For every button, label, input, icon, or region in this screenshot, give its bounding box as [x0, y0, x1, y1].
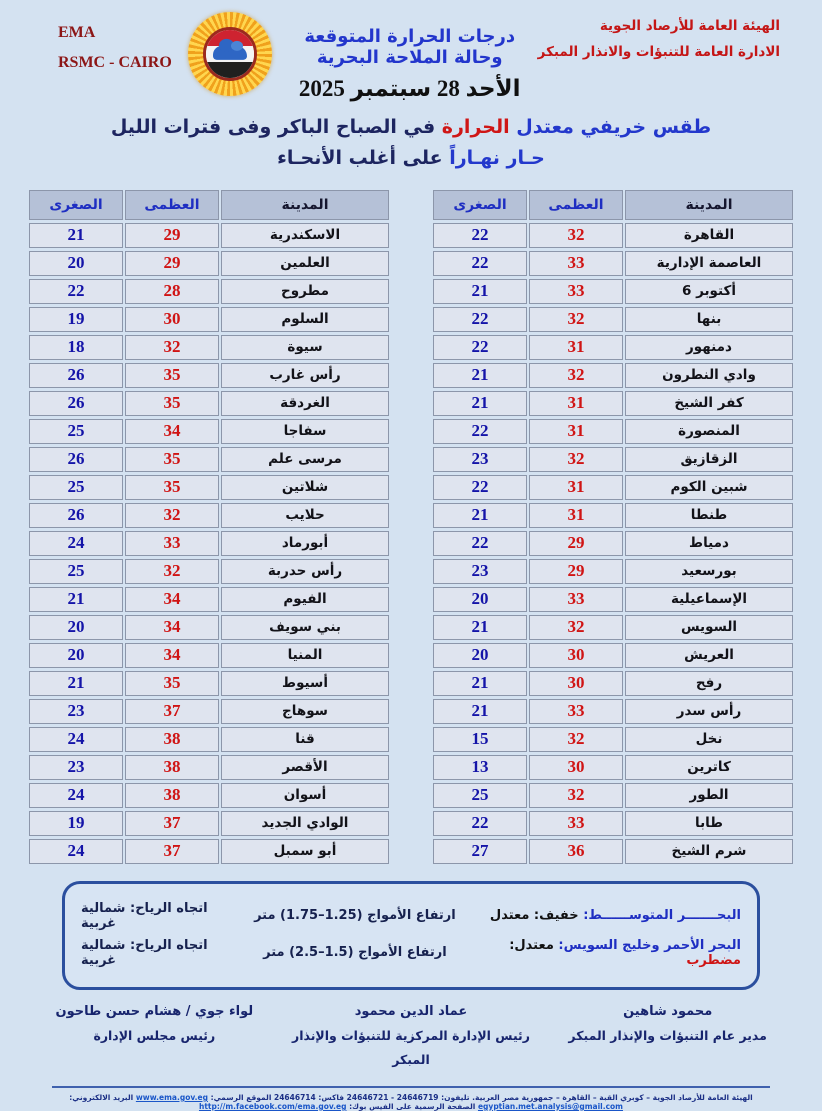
city-cell: سيوة — [221, 335, 389, 360]
city-cell: بني سويف — [221, 615, 389, 640]
min-temp-cell: 22 — [433, 251, 527, 276]
table-row — [29, 559, 389, 584]
table-row — [433, 727, 793, 752]
max-temp-cell: 32 — [529, 727, 623, 752]
city-column-header: المدينة — [625, 190, 793, 220]
city-cell: كفر الشيخ — [625, 391, 793, 416]
city-cell: مرسى علم — [221, 447, 389, 472]
max-temp-cell: 33 — [529, 811, 623, 836]
header-center — [282, 12, 538, 102]
official-website-link[interactable]: www.ema.gov.eg — [135, 1092, 208, 1102]
max-temp-cell: 32 — [529, 363, 623, 388]
table-row — [29, 307, 389, 332]
temps-table-east — [431, 187, 795, 867]
table-row — [29, 251, 389, 276]
min-temp-cell: 24 — [29, 783, 123, 808]
max-temp-cell: 32 — [125, 335, 219, 360]
temps-table-west — [27, 187, 391, 867]
max-temp-cell: 35 — [125, 475, 219, 500]
city-cell: دمنهور — [625, 335, 793, 360]
max-temp-cell: 29 — [125, 251, 219, 276]
table-row — [29, 699, 389, 724]
table-row — [433, 783, 793, 808]
city-cell: المنيا — [221, 643, 389, 668]
min-temp-cell: 23 — [29, 755, 123, 780]
min-temp-cell: 24 — [29, 531, 123, 556]
min-temp-cell: 15 — [433, 727, 527, 752]
summary-part-rest: في الصباح الباكر وفى فترات الليل — [110, 116, 436, 138]
min-temp-cell: 21 — [433, 615, 527, 640]
city-cell: العلمين — [221, 251, 389, 276]
max-temp-cell: 35 — [125, 447, 219, 472]
min-temp-cell: 21 — [433, 699, 527, 724]
city-cell: كاترين — [625, 755, 793, 780]
summary-line-2 — [0, 143, 822, 174]
table-row — [29, 755, 389, 780]
table-header-row — [433, 190, 793, 220]
max-temp-cell: 29 — [529, 531, 623, 556]
weather-summary — [0, 112, 822, 175]
min-temp-cell: 21 — [433, 391, 527, 416]
table-row — [29, 783, 389, 808]
table-row — [29, 419, 389, 444]
table-row — [29, 447, 389, 472]
signer-title: رئيس مجلس الإدارة — [93, 1028, 216, 1044]
table-row — [29, 335, 389, 360]
table-row — [433, 223, 793, 248]
city-cell: الغردقة — [221, 391, 389, 416]
min-temp-cell: 21 — [29, 587, 123, 612]
max-temp-cell: 35 — [125, 671, 219, 696]
table-row — [433, 643, 793, 668]
min-temp-cell: 25 — [29, 419, 123, 444]
table-row — [433, 307, 793, 332]
city-column-header: المدينة — [221, 190, 389, 220]
table-row — [433, 755, 793, 780]
max-temp-cell: 37 — [125, 699, 219, 724]
max-temp-cell: 38 — [125, 783, 219, 808]
max-temp-cell: 37 — [125, 839, 219, 864]
max-temp-cell: 33 — [529, 279, 623, 304]
min-temp-cell: 21 — [433, 363, 527, 388]
city-cell: وادي النطرون — [625, 363, 793, 388]
sea-value: معتدل: — [509, 937, 554, 953]
table-row — [433, 279, 793, 304]
min-temp-cell: 25 — [29, 475, 123, 500]
city-cell: القاهرة — [625, 223, 793, 248]
city-cell: رفح — [625, 671, 793, 696]
max-column-header: العظمى — [125, 190, 219, 220]
table-row — [433, 363, 793, 388]
city-cell: سفاجا — [221, 419, 389, 444]
min-temp-cell: 19 — [29, 811, 123, 836]
sea-row-redsea — [81, 938, 741, 968]
page-header — [0, 0, 822, 102]
max-temp-cell: 33 — [529, 251, 623, 276]
city-cell: الوادي الجديد — [221, 811, 389, 836]
email-label: البريد الالكتروني: — [69, 1092, 134, 1102]
max-temp-cell: 34 — [125, 615, 219, 640]
temperature-tables — [0, 187, 822, 867]
min-temp-cell: 20 — [29, 251, 123, 276]
table-row — [29, 363, 389, 388]
table-row — [433, 671, 793, 696]
min-temp-cell: 21 — [29, 671, 123, 696]
city-cell: حلايب — [221, 503, 389, 528]
page-title: درجات الحرارة المتوقعة وحالة الملاحة البحرية — [304, 26, 516, 68]
signature-central-admin-head — [283, 1000, 540, 1072]
min-temp-cell: 27 — [433, 839, 527, 864]
org-name-english — [58, 18, 172, 79]
footer-divider — [52, 1086, 770, 1088]
max-temp-cell: 31 — [529, 391, 623, 416]
sea-state-redsea — [464, 938, 741, 968]
city-cell: أسيوط — [221, 671, 389, 696]
signer-name: لواء جوي / هشام حسن طاحون — [55, 1003, 254, 1019]
table-row — [433, 699, 793, 724]
max-temp-cell: 30 — [125, 307, 219, 332]
table-row — [433, 447, 793, 472]
signer-name: محمود شاهين — [623, 1003, 713, 1019]
min-column-header: الصغرى — [433, 190, 527, 220]
min-temp-cell: 22 — [29, 279, 123, 304]
min-temp-cell: 26 — [29, 447, 123, 472]
min-temp-cell: 24 — [29, 727, 123, 752]
wave-height-mediterranean: ارتفاع الأمواج (1.25–1.75) متر — [254, 908, 456, 924]
org-rsmc-label: RSMC - CAIRO — [58, 54, 172, 72]
max-temp-cell: 33 — [529, 587, 623, 612]
table-row — [29, 671, 389, 696]
max-temp-cell: 32 — [529, 307, 623, 332]
max-temp-cell: 30 — [529, 671, 623, 696]
city-cell: دمياط — [625, 531, 793, 556]
wind-direction-redsea: اتجاه الرياح: شمالية غربية — [81, 937, 208, 968]
max-temp-cell: 32 — [529, 447, 623, 472]
city-cell: طابا — [625, 811, 793, 836]
min-temp-cell: 22 — [433, 811, 527, 836]
cloud-icon — [213, 46, 247, 60]
min-temp-cell: 22 — [433, 307, 527, 332]
sea-state-mediterranean — [464, 908, 741, 923]
min-temp-cell: 26 — [29, 503, 123, 528]
table-row — [433, 559, 793, 584]
table-row — [433, 475, 793, 500]
city-cell: السلوم — [221, 307, 389, 332]
table-row — [29, 503, 389, 528]
sea-label: البحر الأحمر وخليج السويس: — [558, 937, 741, 953]
min-temp-cell: 20 — [29, 615, 123, 640]
max-temp-cell: 35 — [125, 391, 219, 416]
table-header-row — [29, 190, 389, 220]
city-cell: بنها — [625, 307, 793, 332]
min-temp-cell: 22 — [433, 475, 527, 500]
email-link[interactable]: egyptian.met.analysis@gmail.com — [477, 1101, 623, 1111]
signature-forecast-director — [539, 1000, 796, 1072]
city-cell: العاصمة الإدارية — [625, 251, 793, 276]
city-cell: بورسعيد — [625, 559, 793, 584]
city-cell: قنا — [221, 727, 389, 752]
city-cell: شبين الكوم — [625, 475, 793, 500]
city-cell: الفيوم — [221, 587, 389, 612]
max-temp-cell: 34 — [125, 419, 219, 444]
facebook-label: الصفحة الرسمية على الفيس بوك: — [349, 1101, 476, 1111]
max-temp-cell: 30 — [529, 755, 623, 780]
city-cell: الاسكندرية — [221, 223, 389, 248]
table-row — [433, 251, 793, 276]
min-temp-cell: 23 — [433, 559, 527, 584]
min-temp-cell: 20 — [433, 643, 527, 668]
wave-height-redsea: ارتفاع الأمواج (1.5–2.5) متر — [263, 945, 447, 961]
city-cell: الزقازيق — [625, 447, 793, 472]
min-temp-cell: 22 — [433, 419, 527, 444]
summary-line-1 — [0, 112, 822, 143]
table-row — [433, 839, 793, 864]
table-row — [29, 643, 389, 668]
table-row — [433, 391, 793, 416]
max-column-header: العظمى — [529, 190, 623, 220]
city-cell: شرم الشيخ — [625, 839, 793, 864]
footer-contact-line — [0, 1093, 822, 1111]
table-row — [433, 503, 793, 528]
max-temp-cell: 38 — [125, 755, 219, 780]
city-cell: رأس حدربة — [221, 559, 389, 584]
org-authority-label: الهيئة العامة للأرصاد الجوية — [599, 18, 780, 34]
city-cell: الإسماعيلية — [625, 587, 793, 612]
max-temp-cell: 33 — [529, 699, 623, 724]
max-temp-cell: 34 — [125, 643, 219, 668]
min-temp-cell: 26 — [29, 391, 123, 416]
city-cell: الطور — [625, 783, 793, 808]
max-temp-cell: 34 — [125, 587, 219, 612]
city-cell: رأس غارب — [221, 363, 389, 388]
max-temp-cell: 35 — [125, 363, 219, 388]
sea-value: خفيف: معتدل — [489, 908, 579, 924]
signature-block — [0, 1000, 822, 1072]
min-temp-cell: 23 — [433, 447, 527, 472]
max-temp-cell: 32 — [125, 503, 219, 528]
sea-row-mediterranean — [81, 901, 741, 931]
summary-part-blue: طقس خريفي معتدل — [516, 116, 712, 138]
max-temp-cell: 30 — [529, 643, 623, 668]
wind-direction-mediterranean: اتجاه الرياح: شمالية غربية — [81, 900, 208, 931]
table-row — [29, 475, 389, 500]
table-row — [433, 419, 793, 444]
max-temp-cell: 31 — [529, 335, 623, 360]
forecast-date: الأحد 28 سبتمبر 2025 — [298, 76, 521, 101]
org-name-arabic — [538, 14, 780, 65]
max-temp-cell: 36 — [529, 839, 623, 864]
table-row — [29, 279, 389, 304]
ema-logo — [188, 12, 272, 96]
city-cell: طنطا — [625, 503, 793, 528]
signer-title: رئيس الإدارة المركزية للتنبؤات والإنذار المبكر — [292, 1028, 530, 1068]
table-row — [29, 727, 389, 752]
signer-title: مدير عام التنبؤات والإنذار المبكر — [568, 1028, 767, 1044]
table-row — [29, 839, 389, 864]
org-ema-label: EMA — [58, 24, 96, 41]
min-temp-cell: 21 — [433, 279, 527, 304]
sea-state-box — [62, 881, 760, 990]
sea-label: البحـــــــر المتوســــــط: — [583, 908, 741, 924]
table-row — [433, 335, 793, 360]
summary-part-red: الحرارة — [441, 116, 510, 138]
table-row — [433, 811, 793, 836]
signature-board-chairman — [26, 1000, 283, 1072]
city-cell: أكتوبر 6 — [625, 279, 793, 304]
max-temp-cell: 37 — [125, 811, 219, 836]
min-temp-cell: 24 — [29, 839, 123, 864]
max-temp-cell: 29 — [125, 223, 219, 248]
footer-address-text: الهيئة العامة للأرصاد الجوية – كوبري القبة – القاهرة – جمهورية مصر العربية. تليفون: 24646719 - 24646721 فاكس: 24646714 الموقع الرسمي: — [210, 1092, 753, 1102]
min-temp-cell: 19 — [29, 307, 123, 332]
table-row — [29, 531, 389, 556]
min-temp-cell: 22 — [433, 223, 527, 248]
city-cell: الأقصر — [221, 755, 389, 780]
min-temp-cell: 21 — [433, 671, 527, 696]
city-cell: مطروح — [221, 279, 389, 304]
max-temp-cell: 32 — [125, 559, 219, 584]
table-row — [29, 811, 389, 836]
min-temp-cell: 23 — [29, 699, 123, 724]
table-row — [29, 223, 389, 248]
facebook-link[interactable]: http://m.facebook.com/ema.gov.eg — [198, 1101, 347, 1111]
max-temp-cell: 29 — [529, 559, 623, 584]
min-temp-cell: 22 — [433, 335, 527, 360]
min-temp-cell: 25 — [433, 783, 527, 808]
city-cell: نخل — [625, 727, 793, 752]
city-cell: العريش — [625, 643, 793, 668]
table-row — [29, 391, 389, 416]
city-cell: رأس سدر — [625, 699, 793, 724]
min-temp-cell: 22 — [433, 531, 527, 556]
max-temp-cell: 32 — [529, 223, 623, 248]
max-temp-cell: 28 — [125, 279, 219, 304]
city-cell: سوهاج — [221, 699, 389, 724]
city-cell: المنصورة — [625, 419, 793, 444]
summary2-part-blue: حـار نهـاراً — [449, 147, 545, 170]
city-cell: شلاتين — [221, 475, 389, 500]
min-temp-cell: 20 — [29, 643, 123, 668]
table-row — [29, 587, 389, 612]
table-row — [433, 531, 793, 556]
org-department-label: الادارة العامة للتنبؤات والانذار المبكر — [537, 43, 780, 60]
city-cell: أسوان — [221, 783, 389, 808]
table-row — [29, 615, 389, 640]
min-temp-cell: 13 — [433, 755, 527, 780]
max-temp-cell: 38 — [125, 727, 219, 752]
city-cell: السويس — [625, 615, 793, 640]
table-row — [433, 615, 793, 640]
city-cell: أبو سمبل — [221, 839, 389, 864]
summary2-part-rest: على أغلب الأنحـاء — [277, 147, 443, 170]
min-temp-cell: 21 — [433, 503, 527, 528]
min-temp-cell: 21 — [29, 223, 123, 248]
min-column-header: الصغرى — [29, 190, 123, 220]
signer-name: عماد الدين محمود — [354, 1003, 468, 1019]
max-temp-cell: 31 — [529, 503, 623, 528]
min-temp-cell: 26 — [29, 363, 123, 388]
min-temp-cell: 25 — [29, 559, 123, 584]
sea-value-red: مضطرب — [686, 952, 741, 968]
table-row — [433, 587, 793, 612]
max-temp-cell: 32 — [529, 615, 623, 640]
max-temp-cell: 32 — [529, 783, 623, 808]
min-temp-cell: 18 — [29, 335, 123, 360]
min-temp-cell: 20 — [433, 587, 527, 612]
city-cell: أبورماد — [221, 531, 389, 556]
max-temp-cell: 33 — [125, 531, 219, 556]
max-temp-cell: 31 — [529, 419, 623, 444]
max-temp-cell: 31 — [529, 475, 623, 500]
